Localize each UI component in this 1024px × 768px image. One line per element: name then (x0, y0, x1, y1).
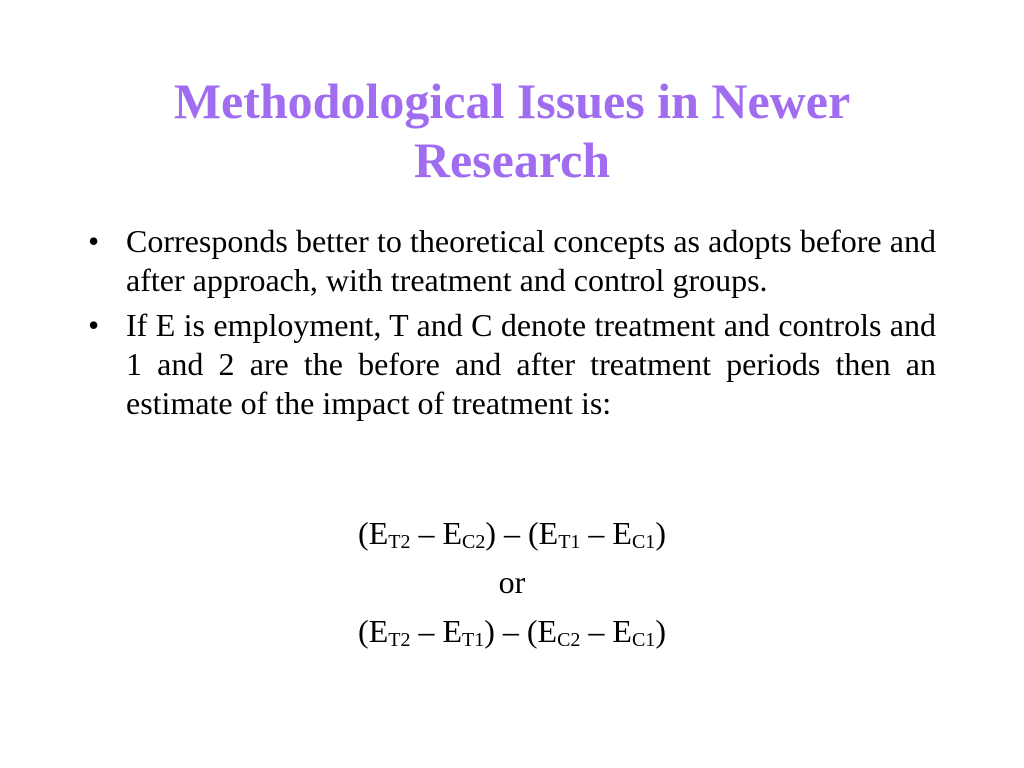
bullet-list (88, 222, 936, 429)
formula-separator: or (498, 564, 526, 600)
formula-part: ) (655, 515, 666, 551)
formula-part: (E (358, 613, 389, 649)
formula-part: – E (410, 613, 462, 649)
formula-difference-in-differences-2 (0, 612, 1024, 651)
formula-subscript: T1 (462, 629, 485, 651)
formula-subscript: C2 (462, 531, 486, 553)
bullet-dot-icon: • (88, 223, 100, 259)
formula-part: ) – (E (484, 613, 558, 649)
slide-title (100, 72, 924, 190)
formula-part: – E (410, 515, 462, 551)
formula-part: ) – (E (485, 515, 559, 551)
formula-part: ) (655, 613, 666, 649)
formula-subscript: T1 (558, 531, 581, 553)
formula-subscript: C2 (557, 629, 581, 651)
bullet-text-2: If E is employment, T and C denote treatment and controls and 1 and 2 are the before and after treatment periods then an estimate of the impact of treatment is: (126, 307, 936, 421)
slide-title-line-2: Research (413, 132, 611, 188)
bullet-item-1 (88, 222, 936, 300)
bullet-text-1: Corresponds better to theoretical concepts as adopts before and after approach, with treatment and control groups. (126, 223, 936, 298)
formula-part: – E (580, 613, 632, 649)
formula-subscript: T2 (388, 629, 411, 651)
formula-part: (E (358, 515, 389, 551)
slide-title-line-1: Methodological Issues in Newer (173, 73, 851, 129)
formula-subscript: C1 (631, 531, 656, 553)
bullet-dot-icon: • (88, 307, 100, 343)
bullet-item-2 (88, 306, 936, 423)
formula-subscript: C1 (631, 629, 656, 651)
formula-part: – E (580, 515, 632, 551)
formula-difference-in-differences-1 (0, 514, 1024, 553)
formula-subscript: T2 (388, 531, 411, 553)
